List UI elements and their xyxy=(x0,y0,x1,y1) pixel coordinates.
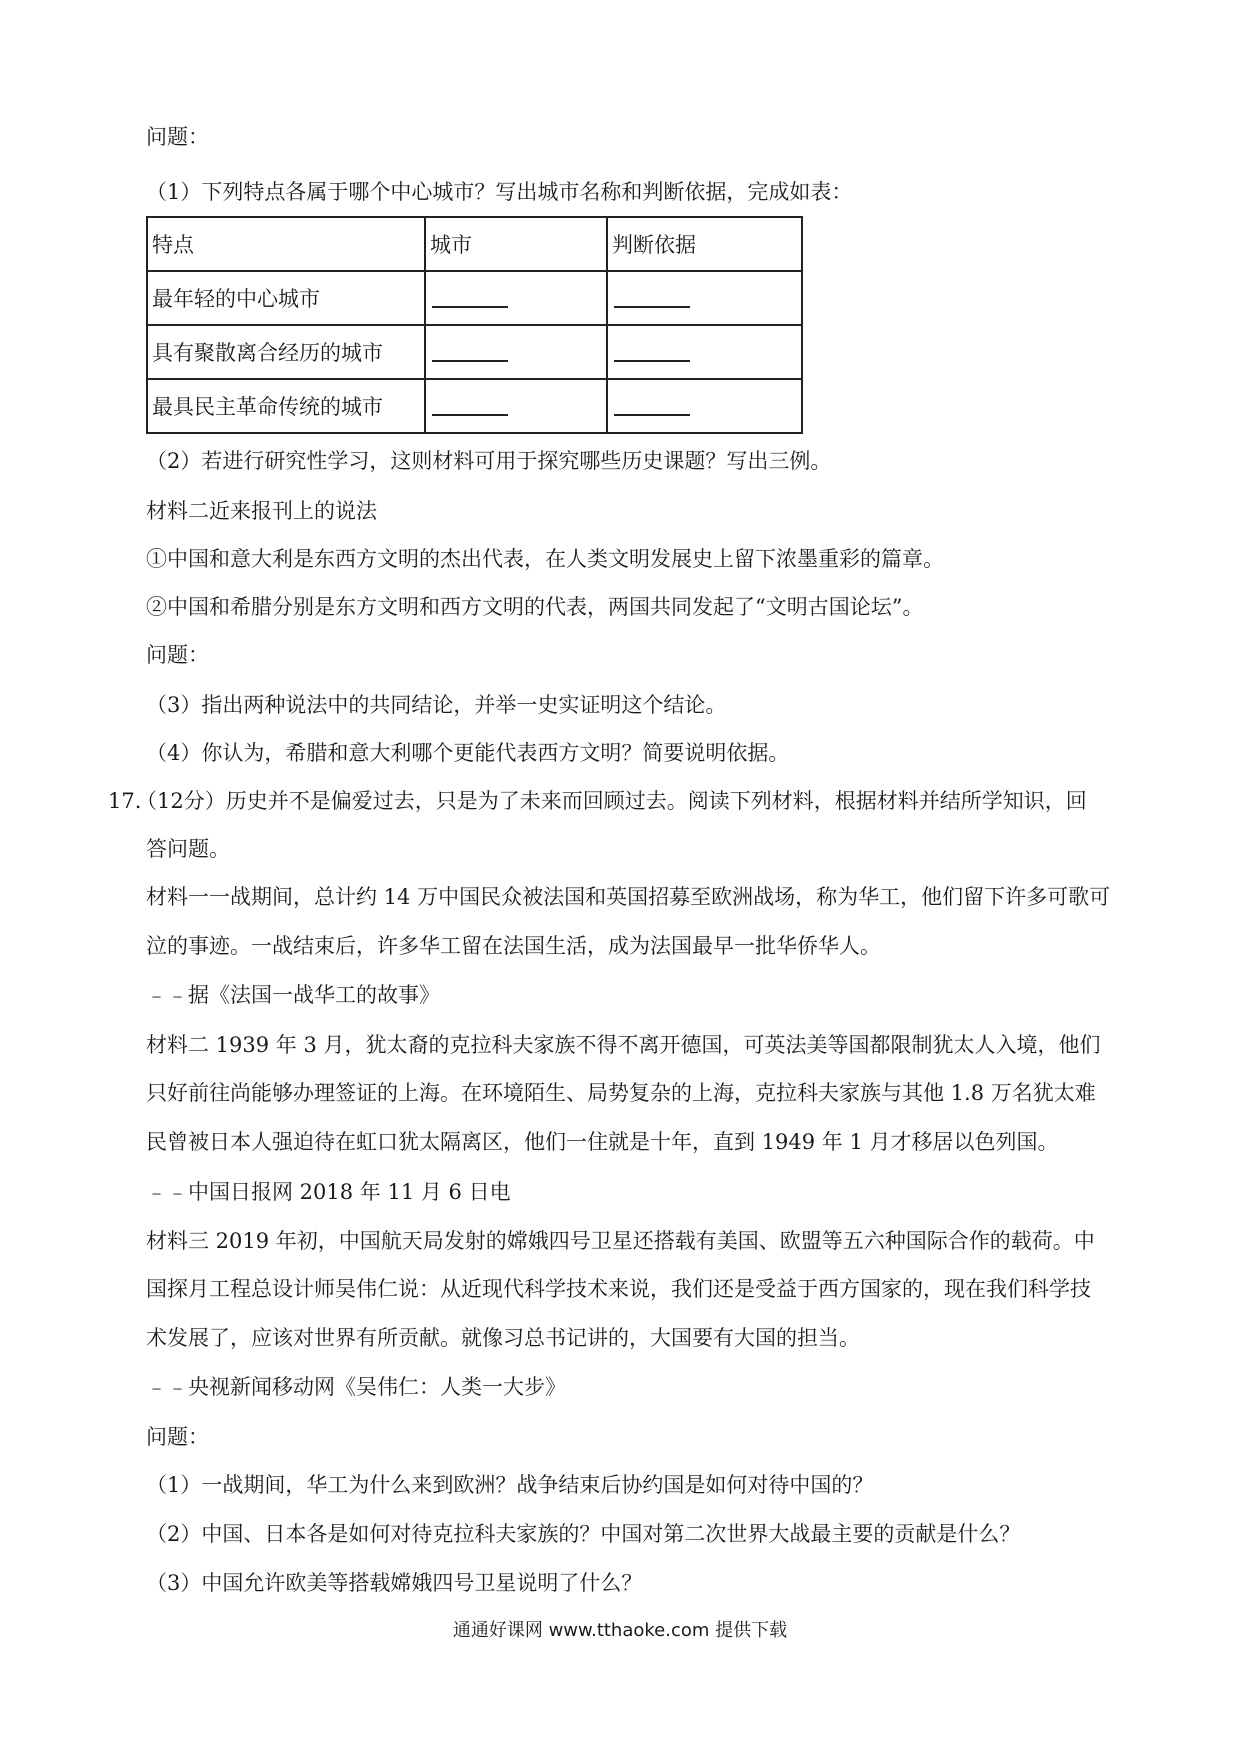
table-cell: 最年轻的中心城市 xyxy=(147,271,425,325)
answer-blank-cell xyxy=(607,379,802,433)
material-text: 国探月工程总设计师吴伟仁说：从近现代科学技术来说，我们还是受益于西方国家的，现在我们科学技 xyxy=(146,1277,1091,1301)
question-number: 17. xyxy=(108,789,142,813)
table-header-row xyxy=(147,217,802,271)
answer-blank-cell xyxy=(607,271,802,325)
sub-question-4: （4）你认为，希腊和意大利哪个更能代表西方文明？简要说明依据。 xyxy=(146,741,790,765)
sub-question-3: （3）中国允许欧美等搭载嫦娥四号卫星说明了什么？ xyxy=(146,1571,643,1595)
sub-question-1: （1）一战期间，华工为什么来到欧洲？战争结束后协约国是如何对待中国的？ xyxy=(146,1473,874,1497)
answer-blank-cell xyxy=(607,325,802,379)
material-text: ②中国和希腊分别是东方文明和西方文明的代表，两国共同发起了“文明古国论坛”。 xyxy=(146,595,924,619)
material-text: 泣的事迹。一战结束后，许多华工留在法国生活，成为法国最早一批华侨华人。 xyxy=(146,934,881,958)
material-text: 材料一一战期间，总计约 14 万中国民众被法国和英国招募至欧洲战场，称为华工，他们留下许多可歌可 xyxy=(146,885,1111,909)
material-text: 材料三 2019 年初，中国航天局发射的嫦娥四号卫星还搭载有美国、欧盟等五六种国际合作的载荷。中 xyxy=(146,1229,1095,1253)
sub-question-2: （2）中国、日本各是如何对待克拉科夫家族的？中国对第二次世界大战最主要的贡献是什么？ xyxy=(146,1522,1021,1546)
answer-blank xyxy=(614,284,690,308)
table-header: 判断依据 xyxy=(607,217,802,271)
footer-watermark: 通通好课网 www.tthaoke.com 提供下载 xyxy=(452,1620,788,1641)
material-source: ﹣﹣据《法国一战华工的故事》 xyxy=(146,983,440,1007)
table-row xyxy=(147,271,802,325)
question-stem: （12分）历史并不是偏爱过去，只是为了未来而回顾过去。阅读下列材料，根据材料并结所学知识，回 xyxy=(136,789,1087,813)
material-source: ﹣﹣央视新闻移动网《吴伟仁：人类一大步》 xyxy=(146,1375,566,1399)
question-label: 问题： xyxy=(146,1425,209,1449)
material-text: 术发展了，应该对世界有所贡献。就像习总书记讲的，大国要有大国的担当。 xyxy=(146,1326,860,1350)
answer-blank xyxy=(614,392,690,416)
material-text: 只好前往尚能够办理签证的上海。在环境陌生、局势复杂的上海，克拉科夫家族与其他 1.8 万名犹太难 xyxy=(146,1081,1096,1105)
table-cell: 具有聚散离合经历的城市 xyxy=(147,325,425,379)
answer-blank xyxy=(614,338,690,362)
material-source: ﹣﹣中国日报网 2018 年 11 月 6 日电 xyxy=(146,1180,511,1204)
city-table xyxy=(146,216,803,434)
material-title: 材料二近来报刊上的说法 xyxy=(146,499,377,523)
answer-blank xyxy=(432,338,508,362)
table-row xyxy=(147,325,802,379)
answer-blank xyxy=(432,284,508,308)
table-cell: 最具民主革命传统的城市 xyxy=(147,379,425,433)
question-label: 问题： xyxy=(146,125,209,149)
material-text: 材料二 1939 年 3 月，犹太裔的克拉科夫家族不得不离开德国，可英法美等国都限制犹太人入境，他们 xyxy=(146,1033,1101,1057)
table-row xyxy=(147,379,802,433)
table-header: 特点 xyxy=(147,217,425,271)
answer-blank xyxy=(432,392,508,416)
material-text: ①中国和意大利是东西方文明的杰出代表，在人类文明发展史上留下浓墨重彩的篇章。 xyxy=(146,547,944,571)
table-header: 城市 xyxy=(425,217,607,271)
material-text: 民曾被日本人强迫待在虹口犹太隔离区，他们一住就是十年，直到 1949 年 1 月才移居以色列国。 xyxy=(146,1130,1059,1154)
question-label: 问题： xyxy=(146,643,209,667)
sub-question-1: （1）下列特点各属于哪个中心城市？写出城市名称和判断依据，完成如表： xyxy=(146,180,853,204)
sub-question-3: （3）指出两种说法中的共同结论，并举一史实证明这个结论。 xyxy=(146,693,727,717)
answer-blank-cell xyxy=(425,325,607,379)
sub-question-2: （2）若进行研究性学习，这则材料可用于探究哪些历史课题？写出三例。 xyxy=(146,449,832,473)
answer-blank-cell xyxy=(425,271,607,325)
question-stem: 答问题。 xyxy=(146,837,230,861)
answer-blank-cell xyxy=(425,379,607,433)
